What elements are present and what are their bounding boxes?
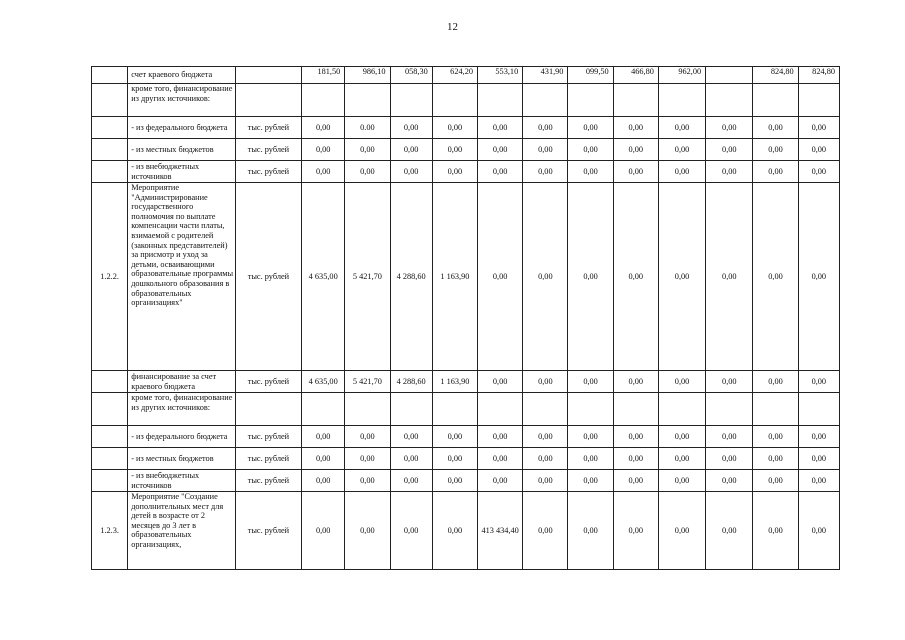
row-value-cell: 0,00 (345, 492, 390, 570)
row-value-cell: 0,00 (706, 371, 753, 393)
row-value-cell: 0,00 (753, 426, 798, 448)
row-value-cell: 0,00 (798, 492, 839, 570)
row-description-cell: - из местных бюджетов (128, 448, 236, 470)
row-value-cell: 0,00 (478, 470, 523, 492)
row-value-cell: 0,00 (706, 117, 753, 139)
table-row (92, 139, 840, 161)
row-value-cell: 0,00 (658, 117, 705, 139)
row-value-cell (432, 84, 477, 117)
row-value-cell: 0,00 (302, 426, 345, 448)
row-value-cell: 0,00 (302, 117, 345, 139)
row-value-cell: 0,00 (523, 183, 568, 371)
row-value-cell: 0,00 (798, 139, 839, 161)
row-value-cell: 4 635,00 (302, 371, 345, 393)
row-unit-cell: тыс. рублей (235, 183, 301, 371)
table-row (92, 117, 840, 139)
row-value-cell (302, 393, 345, 426)
row-value-cell (568, 84, 613, 117)
table-row (92, 161, 840, 183)
row-value-cell: 0,00 (753, 470, 798, 492)
row-value-cell: 0,00 (658, 426, 705, 448)
row-value-cell: 4 635,00 (302, 183, 345, 371)
row-description-cell: кроме того, финансирование из других источников: (128, 84, 236, 117)
row-value-cell: 0,00 (753, 161, 798, 183)
row-code-cell (92, 371, 128, 393)
table-row (92, 371, 840, 393)
row-unit-cell: тыс. рублей (235, 448, 301, 470)
row-value-cell: 0,00 (432, 470, 477, 492)
row-value-cell: 0,00 (302, 492, 345, 570)
row-description-cell: Мероприятие "Администрирование государственного полномочия по выплате компенсации части платы, взимаемой с родителей (законных представителей) за присмотр и уход за детьми, осваивающими образовательные программы дошкольного образования в образовательных организациях" (128, 183, 236, 371)
row-value-cell: 0,00 (568, 117, 613, 139)
row-value-cell (798, 84, 839, 117)
row-value-cell: 0,00 (523, 426, 568, 448)
row-value-cell: 413 434,40 (478, 492, 523, 570)
row-value-cell: 0,00 (798, 371, 839, 393)
row-value-cell: 0,00 (390, 448, 432, 470)
row-value-cell: 986,10 (345, 67, 390, 84)
row-value-cell: 0,00 (345, 161, 390, 183)
row-unit-cell: тыс. рублей (235, 426, 301, 448)
row-value-cell: 0,00 (658, 448, 705, 470)
row-value-cell (706, 67, 753, 84)
row-unit-cell (235, 393, 301, 426)
row-value-cell: 0,00 (798, 161, 839, 183)
row-value-cell: 624,20 (432, 67, 477, 84)
row-value-cell: 4 288,60 (390, 183, 432, 371)
row-value-cell: 0,00 (798, 448, 839, 470)
row-value-cell: 0,00 (706, 448, 753, 470)
row-description-cell: финансирование за счет краевого бюджета (128, 371, 236, 393)
row-value-cell: 0,00 (613, 426, 658, 448)
row-value-cell (613, 84, 658, 117)
row-value-cell (658, 393, 705, 426)
row-value-cell: 0,00 (302, 139, 345, 161)
row-value-cell: 0,00 (568, 426, 613, 448)
row-value-cell: 0,00 (706, 183, 753, 371)
row-value-cell: 0,00 (706, 139, 753, 161)
row-unit-cell (235, 67, 301, 84)
row-description-cell: - из местных бюджетов (128, 139, 236, 161)
row-value-cell: 0,00 (613, 371, 658, 393)
row-value-cell: 0,00 (706, 492, 753, 570)
row-value-cell: 0,00 (658, 470, 705, 492)
row-value-cell: 0,00 (798, 117, 839, 139)
row-value-cell (706, 84, 753, 117)
row-value-cell (706, 393, 753, 426)
row-code-cell: 1.2.3. (92, 492, 128, 570)
row-value-cell: 0,00 (706, 470, 753, 492)
row-value-cell: 0,00 (345, 448, 390, 470)
table-row (92, 448, 840, 470)
row-value-cell: 0,00 (798, 183, 839, 371)
row-value-cell: 099,50 (568, 67, 613, 84)
row-value-cell: 0,00 (390, 470, 432, 492)
row-value-cell: 0,00 (658, 161, 705, 183)
row-value-cell: 5 421,70 (345, 371, 390, 393)
row-value-cell: 0,00 (302, 470, 345, 492)
row-value-cell: 0,00 (706, 426, 753, 448)
row-value-cell: 0,00 (345, 470, 390, 492)
row-value-cell: 0,00 (345, 139, 390, 161)
row-value-cell: 0,00 (706, 161, 753, 183)
row-value-cell: 0,00 (432, 117, 477, 139)
row-value-cell: 0,00 (613, 448, 658, 470)
row-value-cell: 0,00 (568, 448, 613, 470)
row-value-cell: 0,00 (658, 371, 705, 393)
row-code-cell (92, 470, 128, 492)
row-value-cell: 0,00 (613, 183, 658, 371)
row-value-cell: 0,00 (432, 492, 477, 570)
row-unit-cell: тыс. рублей (235, 117, 301, 139)
row-value-cell: 0,00 (390, 117, 432, 139)
row-value-cell (523, 84, 568, 117)
row-code-cell (92, 84, 128, 117)
row-value-cell: 0,00 (432, 426, 477, 448)
row-value-cell: 0,00 (568, 470, 613, 492)
row-value-cell: 4 288,60 (390, 371, 432, 393)
row-value-cell: 0,00 (568, 161, 613, 183)
row-value-cell: 0,00 (753, 117, 798, 139)
row-value-cell: 0,00 (390, 161, 432, 183)
row-value-cell (478, 393, 523, 426)
row-value-cell: 0,00 (613, 117, 658, 139)
row-value-cell: 1 163,90 (432, 371, 477, 393)
row-value-cell: 0,00 (523, 161, 568, 183)
table-row (92, 426, 840, 448)
row-value-cell: 824,80 (753, 67, 798, 84)
table-body (92, 67, 840, 570)
table-row (92, 492, 840, 570)
row-code-cell (92, 161, 128, 183)
table-row (92, 84, 840, 117)
row-value-cell (478, 84, 523, 117)
row-unit-cell (235, 84, 301, 117)
row-value-cell: 0,00 (523, 448, 568, 470)
row-value-cell: 0,00 (390, 492, 432, 570)
row-value-cell: 0,00 (568, 492, 613, 570)
row-description-cell: - из внебюджетных источников (128, 161, 236, 183)
row-value-cell: 5 421,70 (345, 183, 390, 371)
row-description-cell: кроме того, финансирование из других источников: (128, 393, 236, 426)
row-value-cell: 0,00 (658, 139, 705, 161)
row-value-cell: 0,00 (432, 161, 477, 183)
row-value-cell: 0,00 (432, 139, 477, 161)
row-code-cell (92, 117, 128, 139)
row-description-cell: - из федерального бюджета (128, 426, 236, 448)
row-value-cell: 0,00 (478, 161, 523, 183)
row-value-cell: 181,50 (302, 67, 345, 84)
row-value-cell: 0.00 (345, 117, 390, 139)
row-code-cell: 1.2.2. (92, 183, 128, 371)
row-value-cell: 0,00 (478, 448, 523, 470)
row-code-cell (92, 139, 128, 161)
table-row (92, 183, 840, 371)
row-value-cell (798, 393, 839, 426)
row-value-cell: 0,00 (613, 492, 658, 570)
row-value-cell (753, 84, 798, 117)
row-value-cell: 466,80 (613, 67, 658, 84)
row-value-cell: 0,00 (753, 183, 798, 371)
row-value-cell: 0,00 (613, 161, 658, 183)
row-value-cell: 0,00 (478, 183, 523, 371)
row-code-cell (92, 426, 128, 448)
row-value-cell: 0,00 (613, 139, 658, 161)
row-value-cell: 0,00 (753, 448, 798, 470)
row-unit-cell: тыс. рублей (235, 139, 301, 161)
row-value-cell: 0,00 (798, 470, 839, 492)
row-description-cell: - из внебюджетных источников (128, 470, 236, 492)
row-value-cell: 0,00 (613, 470, 658, 492)
row-value-cell: 431,90 (523, 67, 568, 84)
row-value-cell: 0,00 (568, 139, 613, 161)
row-value-cell: 0,00 (302, 161, 345, 183)
row-description-cell: счет краевого бюджета (128, 67, 236, 84)
row-value-cell (390, 84, 432, 117)
row-value-cell: 0,00 (478, 371, 523, 393)
row-value-cell (568, 393, 613, 426)
row-value-cell: 962,00 (658, 67, 705, 84)
row-unit-cell: тыс. рублей (235, 161, 301, 183)
row-value-cell: 0,00 (432, 448, 477, 470)
row-code-cell (92, 448, 128, 470)
row-unit-cell: тыс. рублей (235, 371, 301, 393)
row-value-cell: 824,80 (798, 67, 839, 84)
row-value-cell: 0,00 (478, 139, 523, 161)
row-value-cell: 0,00 (753, 492, 798, 570)
row-value-cell (613, 393, 658, 426)
row-value-cell: 0,00 (798, 426, 839, 448)
row-value-cell: 0,00 (390, 426, 432, 448)
row-value-cell: 1 163,90 (432, 183, 477, 371)
table-row (92, 470, 840, 492)
row-value-cell: 058,30 (390, 67, 432, 84)
row-description-cell: Мероприятие "Создание дополнительных мест для детей в возрасте от 2 месяцев до 3 лет в образовательных организациях, (128, 492, 236, 570)
row-value-cell (302, 84, 345, 117)
row-value-cell: 0,00 (478, 426, 523, 448)
row-value-cell: 0,00 (523, 117, 568, 139)
row-value-cell: 0,00 (753, 371, 798, 393)
budget-table (91, 66, 840, 570)
row-value-cell: 0,00 (523, 492, 568, 570)
row-description-cell: - из федерального бюджета (128, 117, 236, 139)
row-value-cell: 0,00 (568, 371, 613, 393)
row-value-cell: 0,00 (753, 139, 798, 161)
row-unit-cell: тыс. рублей (235, 470, 301, 492)
row-value-cell (390, 393, 432, 426)
row-value-cell: 0,00 (523, 139, 568, 161)
row-value-cell (432, 393, 477, 426)
table-row (92, 67, 840, 84)
row-value-cell (345, 393, 390, 426)
row-value-cell: 0,00 (523, 470, 568, 492)
row-value-cell: 0,00 (658, 183, 705, 371)
row-value-cell (523, 393, 568, 426)
page-number: 12 (447, 21, 458, 33)
row-unit-cell: тыс. рублей (235, 492, 301, 570)
row-value-cell: 0,00 (658, 492, 705, 570)
row-code-cell (92, 393, 128, 426)
row-value-cell (658, 84, 705, 117)
row-code-cell (92, 67, 128, 84)
row-value-cell: 0,00 (302, 448, 345, 470)
row-value-cell (753, 393, 798, 426)
row-value-cell: 0,00 (568, 183, 613, 371)
row-value-cell: 0,00 (523, 371, 568, 393)
row-value-cell: 0,00 (345, 426, 390, 448)
row-value-cell: 0,00 (390, 139, 432, 161)
row-value-cell: 0,00 (478, 117, 523, 139)
row-value-cell: 553,10 (478, 67, 523, 84)
row-value-cell (345, 84, 390, 117)
table-row (92, 393, 840, 426)
